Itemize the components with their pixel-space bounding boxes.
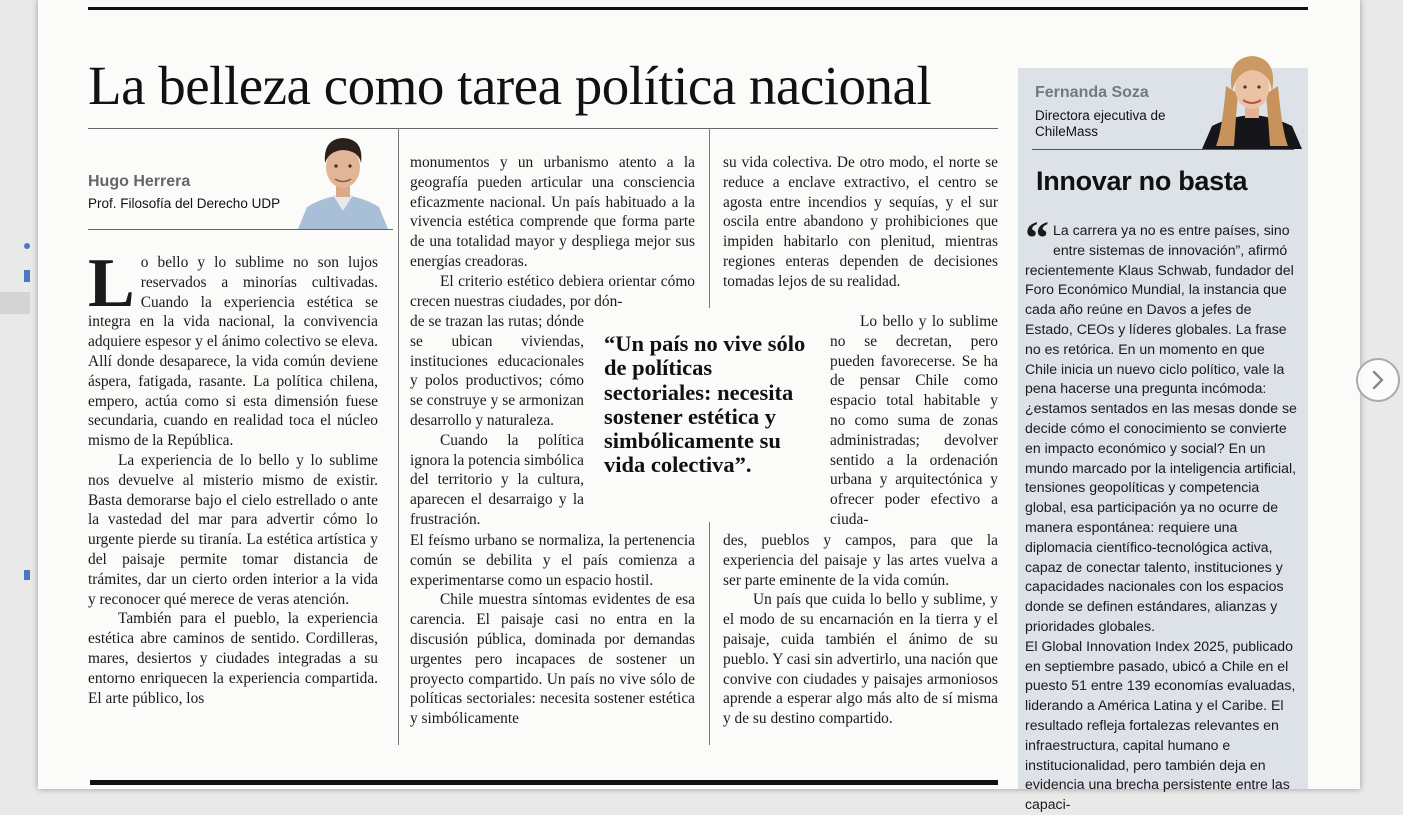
top-rule bbox=[88, 7, 1308, 10]
opinion-sidebar bbox=[1018, 68, 1308, 813]
author-name: Hugo Herrera bbox=[88, 173, 191, 190]
article-column-2-narrow bbox=[410, 312, 584, 530]
article-column-3-bottom bbox=[723, 531, 998, 729]
byline-rule bbox=[88, 229, 393, 230]
article-column-1 bbox=[88, 245, 378, 708]
headline-rule bbox=[88, 128, 998, 129]
sidebar-rule bbox=[1032, 149, 1294, 150]
paragraph: su vida colectiva. De otro modo, el norte se reduce a enclave extractivo, el centro se agosta entre incendios y sequías, y el sur oscila entre abandono y prohibiciones que impiden habitarlo con plenitud, mientras regiones enteras dependen de decisiones tomadas lejos de su realidad. bbox=[723, 154, 998, 290]
sidebar-author-name: Fernanda Soza bbox=[1035, 84, 1149, 101]
sidebar-author-role: Directora ejecutiva de ChileMass bbox=[1035, 108, 1166, 139]
paragraph: Un país que cuida lo bello y sublime, y el modo de su encarnación en la tierra y el paisaje, cuida también el ánimo de su pueblo. Y casi sin advertirlo, una nación que convive con ciudades y paisajes armoniosos aprende a esperar algo más alto de sí misma y de su destino compartido. bbox=[723, 591, 998, 728]
paragraph: des, pueblos y campos, para que la experiencia del paisaje y las artes vuelva a ser parte eminente de la vida común. bbox=[723, 532, 998, 589]
paragraph: El Global Innovation Index 2025, publicado en septiembre pasado, ubicó a Chile en el puesto 51 entre 139 economías evaluadas, liderando a América Latina y el Caribe. El resultado refleja fortalezas relevantes en infraestructura, capital humano e institucionalidad, pero también deja en evidencia una brecha persistente entre las capaci- bbox=[1025, 637, 1296, 813]
author-role: Prof. Filosofía del Derecho UDP bbox=[88, 196, 281, 211]
column-divider bbox=[709, 128, 710, 308]
paragraph: monumentos y un urbanismo atento a la geografía pueden articular una consciencia eficazmente nacional. Un país habituado a la vivencia estética comprende que forma parte de una totalidad mayor y despliega mejor sus energías creadoras. bbox=[410, 154, 695, 270]
viewer-marker bbox=[24, 243, 30, 249]
paragraph: También para el pueblo, la experiencia estética abre caminos de sentido. Cordilleras, mares, desiertos y ciudades integradas a su entorno enriquecen la experiencia compartida. El arte público, los bbox=[88, 610, 378, 707]
paragraph: La carrera ya no es entre países, sino entre sistemas de innovación”, afirmó recientemente Klaus Schwab, fundador del Foro Económico Mundial, la instancia que cada año reúne en Davos a jefes de Estado, CEOs y líderes globales. La frase no es retórica. En un momento en que Chile inicia un nuevo ciclo político, vale la pena hacerse una pregunta incómoda: ¿estamos sentados en las mesas donde se decide cómo el conocimiento se convierte en impacto económico y social? En un mundo marcado por la inteligencia artificial, tensiones geopolíticas y competencia global, esa participación ya no ocurre de manera espontánea: requiere una diplomacia científico-tecnológica activa, capaz de conectar talento, instituciones y capacidades nacionales con los espacios donde se definen estándares, alianzas y prioridades globales. bbox=[1025, 222, 1297, 634]
paragraph: Chile muestra síntomas evidentes de esa carencia. El paisaje casi no entra en la discusión pública, dominada por demandas urgentes pero incapaces de sostener un proyecto compartido. Un país no vive sólo de políticas sectoriales: necesita sostener estética y simbólicamente bbox=[410, 591, 695, 728]
sidebar-body bbox=[1025, 212, 1297, 815]
article-column-3-narrow bbox=[830, 312, 998, 530]
article-column-2-bottom bbox=[410, 531, 695, 729]
article-column-2-top bbox=[410, 153, 695, 311]
next-page-button[interactable] bbox=[1356, 358, 1400, 402]
paragraph: de se trazan las rutas; dónde se ubican viviendas, instituciones educacionales y polos productivos; cómo se construye y se armonizan desarrollo y naturaleza. bbox=[410, 313, 584, 429]
article-headline: La belleza como tarea política nacional bbox=[88, 55, 932, 116]
viewer-marker bbox=[24, 270, 30, 282]
paragraph: o bello y lo sublime no son lujos reservados a minorías cultivadas. Cuando la experiencia estética se integra en la vida nacional, la convivencia adquiere espesor y el ánimo colectivo se eleva. Allí donde desaparece, la vida común deviene áspera, fatigada, rasante. La política chilena, empero, actúa como si esta dimensión fuese secundaria, cuando en realidad toca el núcleo mismo de la República. bbox=[88, 254, 378, 450]
column-divider bbox=[398, 128, 399, 745]
column-divider bbox=[709, 522, 710, 745]
quote-mark-icon: “ bbox=[1025, 212, 1049, 265]
paragraph: Lo bello y lo sublime no se decretan, pero pueden favorecerse. Se ha de pensar Chile como espacio total habitable y no como suma de zonas administradas; devolver sentido a la ordenación urbana y arquitectónica y ofrecer poder efectivo a ciuda- bbox=[830, 313, 998, 528]
viewer-marker bbox=[24, 570, 30, 580]
bottom-rule bbox=[90, 780, 998, 785]
paragraph: El feísmo urbano se normaliza, la pertenencia común se debilita y el país comienza a experimentarse como un espacio hostil. bbox=[410, 532, 695, 589]
chevron-right-icon bbox=[1370, 370, 1386, 390]
viewer-tab[interactable] bbox=[0, 292, 30, 314]
sidebar-title: Innovar no basta bbox=[1036, 166, 1248, 196]
pull-quote: “Un país no vive sólo de políticas sectoriales: necesita sostener estética y simbólicamente su vida colectiva”. bbox=[604, 331, 806, 478]
author-photo bbox=[293, 131, 393, 229]
drop-cap: L bbox=[88, 245, 135, 322]
paragraph: Cuando la política ignora la potencia simbólica del territorio y la cultura, aparecen el desarraigo y la frustración. bbox=[410, 431, 584, 528]
paragraph: La experiencia de lo bello y lo sublime nos devuelve al misterio mismo de existir. Basta demorarse bajo el cielo estrellado o ante la vastedad del mar para advertir cómo lo urgente pierde su tiranía. La estética artística y del paisaje permite tomar distancia de trámites, dar un cierto orden interior a la vida y reconocer qué merece de veras atención. bbox=[88, 451, 378, 608]
article-column-3-top bbox=[723, 153, 998, 292]
paragraph: El criterio estético debiera orientar cómo crecen nuestras ciudades, por dón- bbox=[410, 272, 695, 310]
sidebar-author-photo bbox=[1196, 46, 1308, 149]
